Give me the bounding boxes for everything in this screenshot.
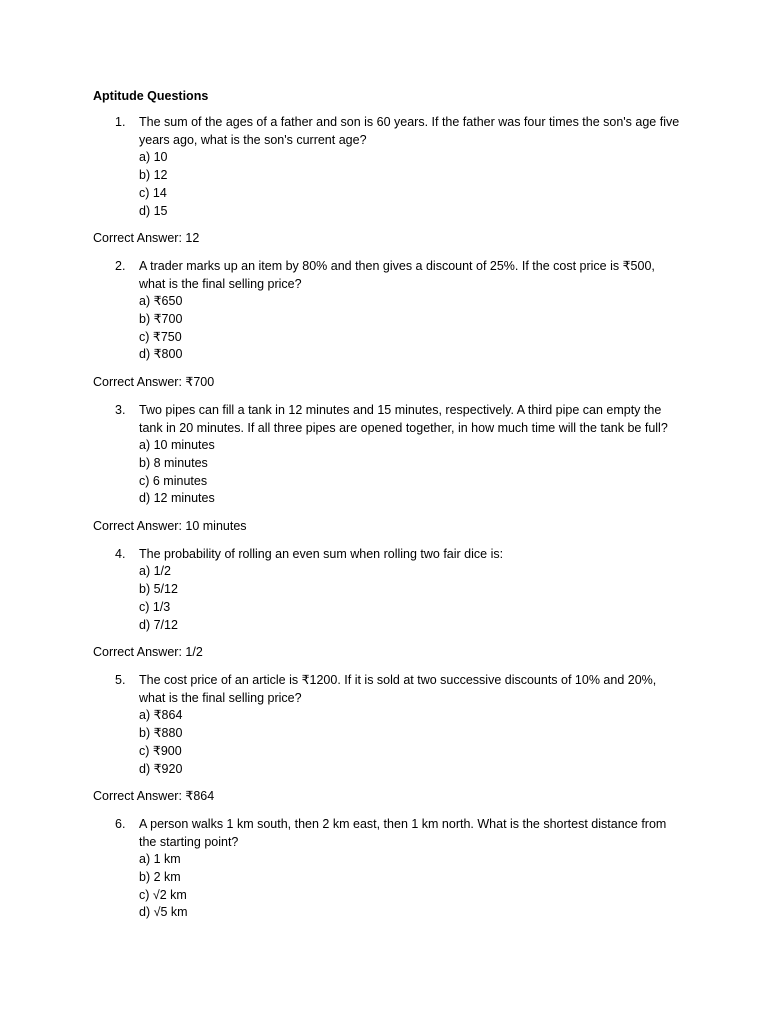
correct-answer-2: Correct Answer: ₹700 — [93, 375, 215, 390]
correct-answer-4: Correct Answer: 1/2 — [93, 645, 203, 660]
option-b: b) ₹880 — [139, 726, 183, 741]
question-2 — [93, 258, 683, 364]
option-d: d) ₹920 — [139, 761, 183, 776]
option-d: d) 7/12 — [139, 617, 178, 632]
option-a: a) 1/2 — [139, 564, 171, 579]
options-list — [139, 563, 683, 634]
option-b: b) 8 minutes — [139, 455, 208, 470]
question-6 — [93, 816, 683, 922]
document-title: Aptitude Questions — [93, 89, 209, 103]
option-c: c) 1/3 — [139, 599, 171, 614]
correct-answer-1: Correct Answer: 12 — [93, 231, 200, 246]
question-number: 2. — [115, 258, 126, 273]
question-3 — [93, 402, 683, 508]
option-b: b) 12 — [139, 168, 168, 183]
options-list — [139, 437, 683, 508]
option-a: a) ₹864 — [139, 708, 183, 723]
question-4 — [93, 546, 683, 635]
option-d: d) ₹800 — [139, 347, 183, 362]
options-list — [139, 707, 683, 778]
question-text: The cost price of an article is ₹1200. If it is sold at two successive discounts of 10% and 20%, what is the final selling price? — [139, 672, 657, 705]
option-a: a) 1 km — [139, 852, 181, 867]
option-a: a) ₹650 — [139, 294, 183, 309]
question-text: A person walks 1 km south, then 2 km east, then 1 km north. What is the shortest distance from the starting point? — [139, 816, 667, 849]
options-list — [139, 851, 683, 922]
option-c: c) ₹900 — [139, 743, 182, 758]
question-text: The probability of rolling an even sum when rolling two fair dice is: — [139, 546, 504, 561]
question-number: 3. — [115, 402, 126, 417]
option-d: d) 15 — [139, 203, 168, 218]
question-text: Two pipes can fill a tank in 12 minutes and 15 minutes, respectively. A third pipe can empty the tank in 20 minutes. If all three pipes are opened together, in how much time will the tank be full? — [139, 402, 668, 435]
question-number: 6. — [115, 816, 126, 831]
option-b: b) 5/12 — [139, 582, 178, 597]
question-number: 4. — [115, 546, 126, 561]
option-a: a) 10 minutes — [139, 438, 215, 453]
question-5 — [93, 672, 683, 778]
questions-list — [93, 114, 683, 922]
option-c: c) ₹750 — [139, 329, 182, 344]
option-c: c) √2 km — [139, 887, 187, 902]
option-a: a) 10 — [139, 150, 168, 165]
option-d: d) 12 minutes — [139, 491, 215, 506]
option-b: b) ₹700 — [139, 312, 183, 327]
correct-answer-5: Correct Answer: ₹864 — [93, 789, 215, 804]
question-text: A trader marks up an item by 80% and then gives a discount of 25%. If the cost price is ₹500, what is the final selling price? — [139, 258, 655, 291]
option-d: d) √5 km — [139, 905, 188, 920]
question-text: The sum of the ages of a father and son is 60 years. If the father was four times the son's age five years ago, what is the son's current age? — [139, 115, 680, 147]
option-c: c) 14 — [139, 185, 167, 200]
question-1 — [93, 114, 683, 220]
correct-answer-3: Correct Answer: 10 minutes — [93, 519, 247, 534]
options-list — [139, 293, 683, 364]
option-b: b) 2 km — [139, 870, 181, 885]
options-list — [139, 149, 683, 220]
question-number: 5. — [115, 672, 126, 687]
question-number: 1. — [115, 115, 126, 129]
option-c: c) 6 minutes — [139, 473, 208, 488]
